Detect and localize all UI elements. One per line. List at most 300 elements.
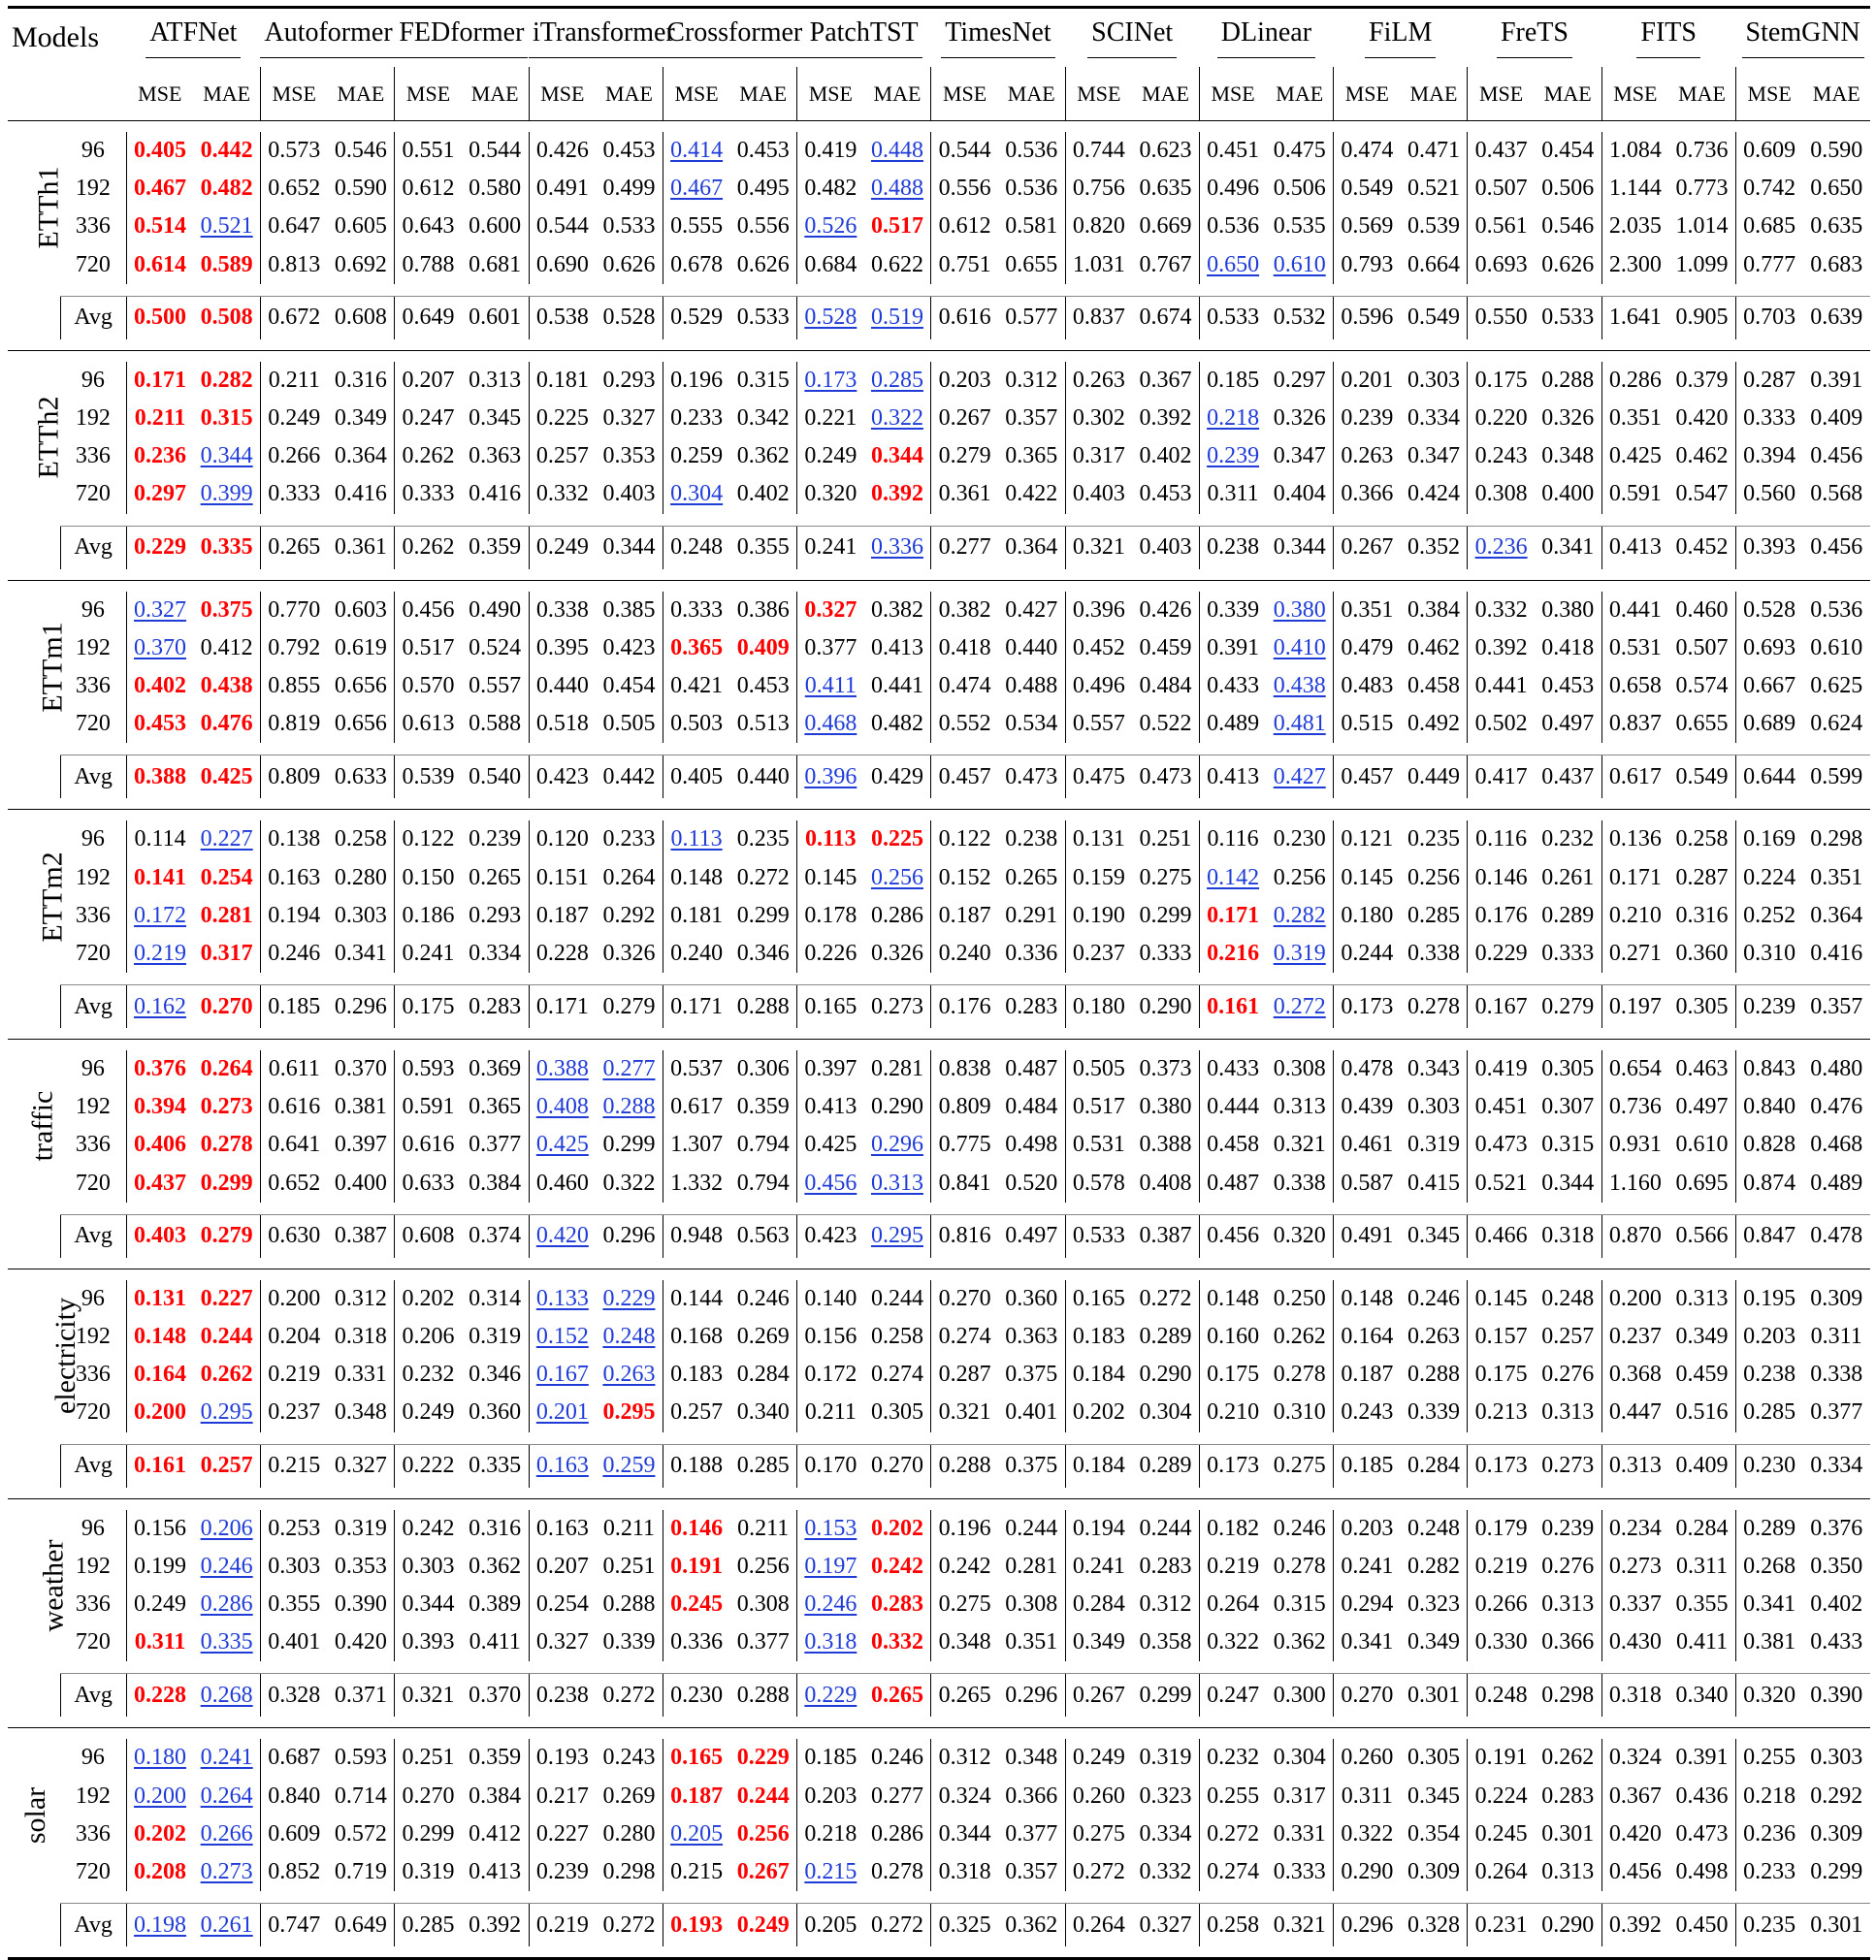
value-text: 0.388 — [535, 1056, 589, 1082]
value-cell — [1601, 475, 1668, 513]
value-text: 0.384 — [469, 1170, 522, 1196]
value-text: 0.286 — [870, 1820, 923, 1847]
value-cell — [797, 170, 864, 208]
value-text: 0.299 — [1139, 1682, 1192, 1708]
value-text: 0.219 — [1207, 1553, 1260, 1579]
value-text: 0.555 — [670, 213, 724, 240]
group-spacer — [8, 1728, 1870, 1740]
value-cell — [1601, 1214, 1668, 1258]
value-cell — [1401, 1088, 1468, 1126]
value-text: 0.218 — [1743, 1783, 1796, 1809]
value-cell — [729, 897, 796, 935]
value-text: 0.399 — [200, 481, 253, 507]
value-text: 0.521 — [1407, 176, 1460, 202]
value-cell — [1468, 935, 1535, 973]
value-cell — [1601, 667, 1668, 705]
value-text: 0.788 — [402, 251, 455, 277]
value-cell — [1132, 208, 1199, 245]
value-text: 0.537 — [670, 1056, 724, 1082]
model-name: Autoformer — [260, 18, 396, 58]
value-text: 0.316 — [334, 367, 387, 393]
model-header — [395, 8, 529, 68]
value-cell — [1266, 1088, 1333, 1126]
value-text: 0.145 — [1474, 1285, 1528, 1311]
value-cell — [931, 1444, 998, 1488]
value-text: 0.413 — [1608, 534, 1662, 560]
value-cell — [1535, 1165, 1601, 1203]
value-text: 0.536 — [1005, 176, 1058, 202]
metric-header-mae: MAE — [1802, 67, 1870, 121]
value-text: 0.255 — [1207, 1783, 1260, 1809]
value-text: 0.420 — [334, 1629, 387, 1655]
value-text: 0.303 — [268, 1553, 321, 1579]
value-cell — [126, 1739, 193, 1777]
value-cell — [1735, 1356, 1802, 1394]
value-cell — [1334, 208, 1401, 245]
value-text: 0.285 — [870, 367, 923, 393]
value-text: 0.450 — [1675, 1912, 1729, 1938]
value-cell — [1334, 1088, 1401, 1126]
value-text: 0.498 — [1675, 1858, 1729, 1884]
value-cell — [797, 858, 864, 896]
value-cell — [260, 475, 327, 513]
value-cell — [529, 705, 596, 743]
value-text: 0.207 — [535, 1553, 589, 1579]
value-cell — [931, 1394, 998, 1431]
value-cell — [1266, 820, 1333, 858]
value-text: 0.240 — [938, 940, 991, 966]
value-cell — [260, 1674, 327, 1718]
value-cell — [1668, 935, 1735, 973]
value-cell — [1266, 1214, 1333, 1258]
value-text: 0.491 — [535, 176, 589, 202]
value-text: 0.557 — [1072, 711, 1125, 737]
value-cell — [797, 820, 864, 858]
value-text: 0.262 — [402, 534, 455, 560]
value-text: 0.283 — [469, 993, 522, 1019]
horizon-label: 192 — [75, 1783, 111, 1809]
value-text: 0.185 — [268, 993, 321, 1019]
value-text: 0.262 — [402, 443, 455, 469]
value-text: 0.351 — [1341, 596, 1394, 623]
value-cell — [1401, 1510, 1468, 1548]
value-text: 0.170 — [804, 1453, 857, 1478]
value-text: 0.286 — [1608, 367, 1662, 393]
value-text: 0.344 — [200, 443, 253, 469]
value-text: 0.322 — [870, 405, 923, 432]
value-cell — [729, 1280, 796, 1318]
value-cell — [193, 362, 260, 400]
value-text: 0.350 — [1810, 1553, 1863, 1579]
value-text: 0.852 — [268, 1858, 321, 1884]
value-cell — [126, 1088, 193, 1126]
value-cell — [395, 1586, 462, 1623]
model-name: FreTS — [1497, 18, 1572, 58]
value-cell — [1668, 437, 1735, 475]
value-cell — [328, 1126, 395, 1164]
value-text: 0.333 — [1541, 940, 1595, 966]
value-text: 0.180 — [1072, 993, 1125, 1019]
value-cell — [126, 1444, 193, 1488]
avg-row — [8, 755, 1870, 799]
value-text: 0.756 — [1072, 176, 1125, 202]
value-cell — [1601, 1853, 1668, 1891]
value-text: 0.224 — [1743, 864, 1796, 890]
model-header — [1334, 8, 1468, 68]
value-cell — [931, 1853, 998, 1891]
value-text: 0.652 — [268, 1170, 321, 1196]
value-cell — [1735, 935, 1802, 973]
value-cell — [462, 705, 529, 743]
value-text: 0.379 — [1675, 367, 1729, 393]
value-text: 0.181 — [535, 367, 589, 393]
value-text: 0.265 — [268, 534, 321, 560]
value-text: 0.626 — [1541, 251, 1595, 277]
value-cell — [126, 897, 193, 935]
value-text: 0.246 — [804, 1590, 857, 1617]
value-cell — [1132, 1510, 1199, 1548]
value-text: 0.345 — [1407, 1783, 1460, 1809]
value-text: 0.368 — [1608, 1362, 1662, 1388]
value-cell — [260, 1548, 327, 1586]
horizon-label: 336 — [75, 213, 111, 240]
value-text: 0.201 — [535, 1399, 589, 1426]
value-cell — [328, 1050, 395, 1088]
value-text: 0.267 — [736, 1858, 790, 1884]
value-text: 0.736 — [1675, 138, 1729, 164]
value-text: 0.471 — [1407, 138, 1460, 164]
table-row — [8, 1623, 1870, 1661]
value-cell — [260, 1356, 327, 1394]
value-cell — [1266, 858, 1333, 896]
value-text: 0.456 — [402, 596, 455, 623]
value-cell — [1601, 132, 1668, 170]
value-text: 0.809 — [938, 1094, 991, 1120]
value-cell — [193, 400, 260, 437]
value-text: 0.187 — [535, 902, 589, 928]
value-text: 0.313 — [469, 367, 522, 393]
value-text: 0.517 — [402, 634, 455, 660]
value-cell — [1468, 526, 1535, 569]
value-text: 0.288 — [736, 1682, 790, 1708]
value-cell — [395, 400, 462, 437]
value-text: 0.338 — [1407, 940, 1460, 966]
value-cell — [1065, 1815, 1132, 1853]
value-cell — [596, 296, 663, 339]
value-text: 0.580 — [469, 176, 522, 202]
value-text: 0.289 — [1743, 1515, 1796, 1541]
value-text: 0.242 — [870, 1553, 923, 1579]
value-cell — [663, 667, 729, 705]
value-text: 1.641 — [1608, 305, 1662, 331]
value-cell — [1334, 1586, 1401, 1623]
value-text: 0.650 — [1207, 251, 1260, 277]
value-cell — [193, 1394, 260, 1431]
value-text: 0.611 — [268, 1056, 320, 1082]
value-cell — [663, 1444, 729, 1488]
value-text: 0.148 — [1341, 1285, 1394, 1311]
value-text: 0.385 — [602, 596, 656, 623]
value-cell — [931, 592, 998, 629]
value-cell — [529, 820, 596, 858]
value-cell — [1065, 400, 1132, 437]
value-text: 0.551 — [402, 138, 455, 164]
value-text: 0.478 — [1341, 1056, 1394, 1082]
value-cell — [328, 362, 395, 400]
value-cell — [1601, 208, 1668, 245]
value-text: 0.290 — [1341, 1858, 1394, 1884]
value-text: 0.438 — [1273, 672, 1326, 698]
value-cell — [462, 1777, 529, 1815]
value-cell — [729, 1623, 796, 1661]
group-spacer — [8, 580, 1870, 592]
value-text: 0.333 — [1273, 1858, 1326, 1884]
value-cell — [260, 1853, 327, 1891]
value-cell — [663, 1088, 729, 1126]
value-text: 0.413 — [804, 1094, 857, 1120]
value-text: 0.321 — [402, 1682, 455, 1708]
value-cell — [1401, 1777, 1468, 1815]
value-cell — [1735, 1853, 1802, 1891]
value-text: 0.566 — [1675, 1223, 1729, 1249]
value-text: 0.601 — [469, 305, 522, 331]
value-cell — [663, 437, 729, 475]
value-cell — [193, 1777, 260, 1815]
value-cell — [596, 935, 663, 973]
value-cell — [1535, 526, 1601, 569]
value-cell — [1468, 1586, 1535, 1623]
value-text: 0.624 — [1810, 711, 1863, 737]
value-cell — [797, 208, 864, 245]
value-text: 0.608 — [402, 1223, 455, 1249]
horizon-label: 192 — [75, 1324, 111, 1350]
value-text: 0.275 — [938, 1590, 991, 1617]
value-cell — [1401, 1623, 1468, 1661]
value-cell — [1668, 1510, 1735, 1548]
value-cell — [1601, 1510, 1668, 1548]
value-cell — [998, 132, 1065, 170]
value-cell — [395, 1088, 462, 1126]
value-text: 0.528 — [602, 305, 656, 331]
value-text: 0.290 — [1139, 993, 1192, 1019]
value-cell — [1334, 667, 1401, 705]
value-text: 0.418 — [1541, 634, 1595, 660]
value-text: 0.392 — [870, 481, 923, 507]
value-text: 0.279 — [1541, 993, 1595, 1019]
value-text: 0.248 — [602, 1324, 656, 1350]
value-text: 0.459 — [1139, 634, 1192, 660]
value-cell — [864, 1904, 931, 1947]
value-cell — [462, 1126, 529, 1164]
value-text: 0.283 — [870, 1590, 923, 1617]
dataset-label-cell — [8, 1050, 60, 1203]
value-cell — [1199, 246, 1266, 284]
value-cell — [1199, 985, 1266, 1029]
value-cell — [864, 985, 931, 1029]
value-text: 0.415 — [1407, 1170, 1460, 1196]
horizon-label: 96 — [81, 1745, 105, 1771]
value-cell — [931, 1586, 998, 1623]
value-cell — [395, 1777, 462, 1815]
value-text: 0.546 — [334, 138, 387, 164]
value-text: 0.683 — [1810, 251, 1863, 277]
horizon-label: 192 — [75, 405, 111, 432]
value-cell — [1735, 629, 1802, 667]
value-cell — [462, 296, 529, 339]
value-cell — [1735, 1815, 1802, 1853]
value-text: 0.200 — [134, 1399, 187, 1426]
value-text: 0.393 — [402, 1629, 455, 1655]
value-cell — [1065, 526, 1132, 569]
value-text: 0.270 — [402, 1783, 455, 1809]
value-text: 0.285 — [1407, 902, 1460, 928]
value-text: 0.359 — [736, 1094, 790, 1120]
value-text: 0.324 — [938, 1783, 991, 1809]
value-text: 0.290 — [870, 1094, 923, 1120]
value-cell — [328, 985, 395, 1029]
value-cell — [1334, 935, 1401, 973]
metric-header-mse: MSE — [1065, 67, 1132, 121]
value-cell — [1668, 208, 1735, 245]
value-text: 0.246 — [870, 1745, 923, 1771]
value-cell — [1735, 897, 1802, 935]
value-text: 0.619 — [334, 634, 387, 660]
value-text: 0.256 — [1273, 864, 1326, 890]
value-text: 0.390 — [334, 1590, 387, 1617]
value-cell — [1266, 1318, 1333, 1356]
value-text: 0.420 — [1675, 405, 1729, 432]
value-text: 0.536 — [1005, 138, 1058, 164]
value-text: 0.326 — [1541, 405, 1595, 432]
value-cell — [1065, 1853, 1132, 1891]
value-cell — [126, 985, 193, 1029]
value-cell — [126, 705, 193, 743]
value-text: 0.344 — [402, 1590, 455, 1617]
value-text: 0.313 — [1541, 1590, 1595, 1617]
value-cell — [260, 1739, 327, 1777]
value-cell — [596, 667, 663, 705]
metric-header-mae: MAE — [1401, 67, 1468, 121]
value-cell — [1132, 437, 1199, 475]
value-cell — [797, 475, 864, 513]
value-text: 0.613 — [402, 711, 455, 737]
value-cell — [126, 296, 193, 339]
metric-header-mae: MAE — [328, 67, 395, 121]
value-cell — [998, 1280, 1065, 1318]
value-text: 0.364 — [334, 443, 387, 469]
value-text: 0.228 — [134, 1682, 187, 1708]
value-text: 0.655 — [1005, 251, 1058, 277]
value-cell — [395, 1739, 462, 1777]
model-name: FITS — [1636, 18, 1700, 58]
value-cell — [1065, 629, 1132, 667]
group-end-spacer — [8, 1717, 1870, 1728]
value-text: 0.131 — [134, 1285, 187, 1311]
horizon-label: 336 — [75, 1132, 111, 1158]
value-cell — [529, 1904, 596, 1947]
value-cell — [462, 1586, 529, 1623]
value-text: 1.160 — [1608, 1170, 1662, 1196]
value-text: 0.293 — [602, 367, 656, 393]
value-cell — [462, 1214, 529, 1258]
value-text: 0.184 — [1072, 1362, 1125, 1388]
value-text: 0.269 — [736, 1324, 790, 1350]
value-text: 0.549 — [1675, 763, 1729, 789]
value-cell — [864, 629, 931, 667]
value-text: 0.173 — [804, 367, 857, 393]
value-text: 0.185 — [1207, 367, 1260, 393]
value-cell — [260, 667, 327, 705]
value-cell — [1401, 1444, 1468, 1488]
value-text: 0.573 — [268, 138, 321, 164]
value-cell — [1668, 1674, 1735, 1718]
value-cell — [260, 1444, 327, 1488]
value-text: 0.425 — [1608, 443, 1662, 469]
metric-header-mse: MSE — [931, 67, 998, 121]
model-header — [797, 8, 931, 68]
value-text: 0.183 — [670, 1362, 724, 1388]
value-text: 0.353 — [602, 443, 656, 469]
value-text: 0.234 — [1608, 1515, 1662, 1541]
model-header — [260, 8, 394, 68]
value-text: 0.197 — [804, 1553, 857, 1579]
value-text: 0.273 — [200, 1858, 253, 1884]
value-text: 0.295 — [602, 1399, 656, 1426]
value-cell — [193, 755, 260, 799]
value-text: 0.305 — [870, 1399, 923, 1426]
value-cell — [931, 897, 998, 935]
value-text: 0.264 — [1474, 1858, 1528, 1884]
value-cell — [1735, 1126, 1802, 1164]
value-cell — [1132, 296, 1199, 339]
value-cell — [193, 1853, 260, 1891]
value-cell — [126, 170, 193, 208]
value-text: 0.249 — [134, 1590, 187, 1617]
value-text: 0.416 — [334, 481, 387, 507]
value-cell — [529, 1444, 596, 1488]
value-text: 0.113 — [670, 826, 723, 852]
value-text: 0.274 — [870, 1362, 923, 1388]
value-text: 0.304 — [1139, 1399, 1192, 1426]
value-cell — [1468, 400, 1535, 437]
value-text: 0.401 — [1005, 1399, 1058, 1426]
value-cell — [729, 1510, 796, 1548]
value-cell — [260, 246, 327, 284]
value-cell — [1401, 1165, 1468, 1203]
value-cell — [395, 1126, 462, 1164]
value-cell — [931, 1165, 998, 1203]
metric-header-mse: MSE — [1735, 67, 1802, 121]
value-cell — [1401, 1548, 1468, 1586]
value-text: 0.289 — [1139, 1453, 1192, 1478]
metric-header-mse: MSE — [529, 67, 596, 121]
metric-header-mse: MSE — [260, 67, 327, 121]
value-cell — [931, 132, 998, 170]
value-cell — [864, 1674, 931, 1718]
value-text: 0.440 — [535, 672, 589, 698]
value-cell — [126, 208, 193, 245]
horizon-label: 720 — [75, 940, 111, 966]
value-cell — [462, 1510, 529, 1548]
value-text: 0.286 — [200, 1590, 253, 1617]
value-text: 0.263 — [602, 1362, 656, 1388]
value-text: 0.366 — [1341, 481, 1394, 507]
value-cell — [1401, 1280, 1468, 1318]
value-cell — [797, 1586, 864, 1623]
value-cell — [797, 526, 864, 569]
table-row — [8, 1280, 1870, 1318]
value-text: 0.249 — [1072, 1745, 1125, 1771]
